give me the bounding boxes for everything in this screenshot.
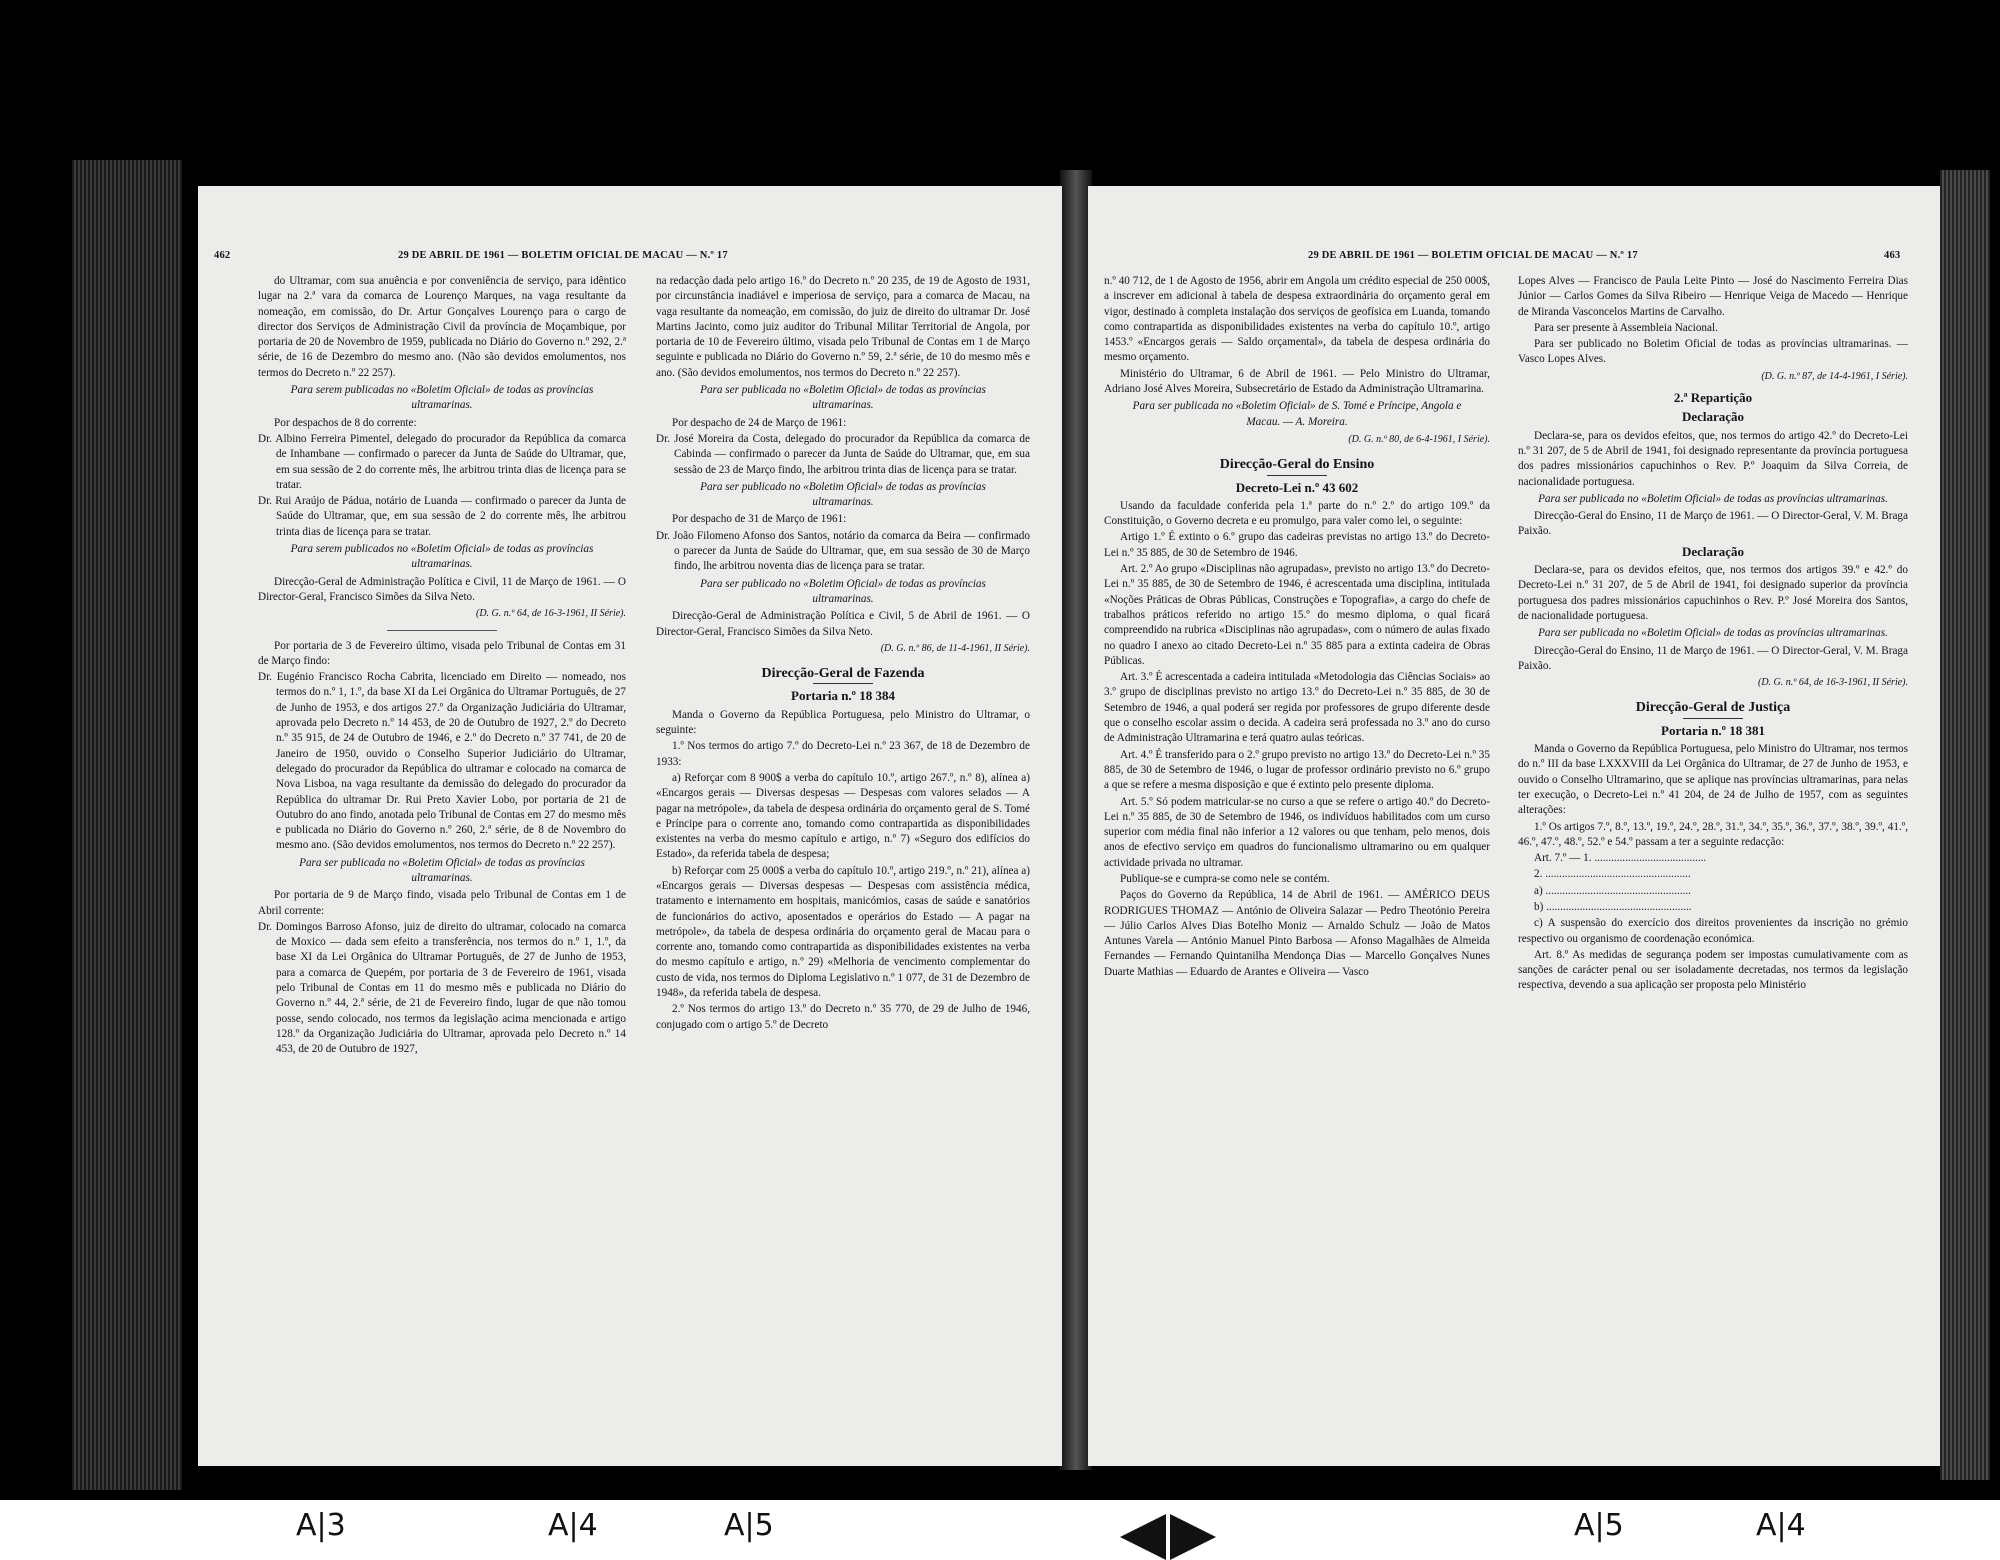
paragraph: na redacção dada pelo artigo 16.º do Decreto n.º 20 235, de 19 de Agosto de 1931, por circunstância inadiável e imperiosa de serviço, para a comarca de Macau, na vaga resultante da nomeação, em comissão, do juiz de direito do ultramar Dr. José Martins Jacinto, como juiz auditor do Tribunal Militar Territorial de Angola, por portaria de 10 de Fevereiro último, visada pelo Tribunal de Contas em 1 de Março seguinte e publicada no Diário do Governo n.º 59, 2.ª série, de 10 do mesmo mês e ano. (São devidos emolumentos, nos termos do Decreto n.º 22 257).	[656, 275, 1030, 379]
right-page	[1088, 186, 1940, 1466]
frame-marker: A|4	[1756, 1508, 1806, 1543]
paragraph: Declara-se, para os devidos efeitos, que, nos termos dos artigos 39.º e 42.º do Decreto-Lei n.º 31 207, de 5 de Abril de 1941, foi designado superior da província portuguesa dos padres missionários capuchinhos o Rev. P.º José Moreira dos Santos, de nacionalidade portuguesa.	[1518, 564, 1908, 622]
publication-note: Para ser publicada no «Boletim Oficial» de todas as províncias ultramarinas.	[1538, 492, 1888, 505]
paragraph: Direcção-Geral do Ensino, 11 de Março de 1961. — O Director-Geral, V. M. Braga Paixão.	[1518, 644, 1908, 672]
reference-note: (D. G. n.º 86, de 11-4-1961, II Série).	[880, 642, 1030, 654]
running-head-left: 29 DE ABRIL DE 1961 — BOLETIM OFICIAL DE MACAU — N.º 17	[398, 250, 728, 261]
subheading: Declaração	[1681, 543, 1745, 559]
heading-rule	[1683, 718, 1743, 719]
paragraph: Art. 3.º É acrescentada a cadeira intitulada «Metodologia das Ciências Sociais» ao 3.º grupo de disciplinas previsto no artigo 13.º do Decreto-Lei n.º 35 885, de 30 de Setembro de 1946, a qual poderá ser regida por professores de grupo diferente desde que o conselho escolar assim o decida. A cadeira será professada no 3.º ano do curso de Administração Ultramarina e terá quatro aulas teóricas.	[1104, 671, 1490, 745]
subheading: Declaração	[1681, 409, 1745, 425]
paragraph: Art. 2.º Ao grupo «Disciplinas não agrupadas», previsto no artigo 13.º do Decreto-Lei n.º 35 885, de 30 de Setembro de 1946, é acrescentada uma disciplina, intitulada «Noções Práticas de Obras Públicas, Construções e Topografia», a cargo do chefe de trabalhos práticos referido no artigo 15.º do mesmo diploma, o qual ficará compreendido na rubrica «Disciplinas não agrupadas», com o número de aulas fixado no quadro I anexo ao citado Decreto-Lei n.º 35 885 para a extinta cadeira de Obras Públicas.	[1104, 563, 1490, 667]
entry-paragraph: Dr. João Filomeno Afonso dos Santos, notário da comarca da Beira — confirmado o parecer da Junta de Saúde do Ultramar, que, em sua sessão de 30 de Março findo, lhe arbitrou noventa dias de licença para se tratar.	[656, 529, 1030, 573]
paragraph: Por portaria de 9 de Março findo, visada pelo Tribunal de Contas em 1 de Abril corrente:	[258, 889, 626, 917]
paragraph: a) ....................................................	[1534, 884, 1691, 897]
frame-marker: A|3	[296, 1508, 346, 1543]
paragraph: Por despachos de 8 do corrente:	[274, 416, 417, 429]
paragraph: Para ser publicado no Boletim Oficial de todas as províncias ultramarinas. — Vasco Lopes Alves.	[1518, 338, 1908, 366]
frame-marker: A|4	[548, 1508, 598, 1543]
publication-note: Para ser publicado no «Boletim Oficial» de todas as províncias ultramarinas.	[700, 480, 986, 509]
publication-note: Para ser publicada no «Boletim Oficial» de todas as províncias ultramarinas.	[299, 856, 585, 884]
left-page	[198, 186, 1062, 1466]
paragraph: Direcção-Geral de Administração Política e Civil, 11 de Março de 1961. — O Director-Geral, Francisco Simões da Silva Neto.	[258, 575, 626, 603]
paragraph: Para ser presente à Assembleia Nacional.	[1534, 321, 1718, 334]
section-heading: Direcção-Geral do Ensino	[1219, 457, 1375, 473]
subheading: Portaria n.º 18 381	[1661, 722, 1765, 738]
section-heading: Direcção-Geral de Justiça	[1635, 700, 1791, 716]
subheading: Decreto-Lei n.º 43 602	[1235, 479, 1359, 495]
paragraph: Art. 4.º É transferido para o 2.º grupo previsto no artigo 13.º do Decreto-Lei n.º 35 885, de 30 de Setembro de 1946, o lugar de professor ordinário previsto no 6.º grupo a que se refere a mesma disposição e que é extinto pelo presente diploma.	[1104, 748, 1490, 792]
paragraph: Art. 5.º Só podem matricular-se no curso a que se refere o artigo 40.º do Decreto-Lei n.º 35 885, de 30 de Setembro de 1946, os indivíduos habilitados com um curso superior com média final não inferior a 12 valores ou que tenham, pelo menos, dois anos de efectivo serviço em quadros do funcionalismo ultramarino ou em qualquer actividade privada no ultramar.	[1104, 795, 1490, 869]
publication-note: Para serem publicadas no «Boletim Oficial» de todas as províncias ultramarinas.	[290, 384, 594, 412]
subheading: 2.ª Repartição	[1673, 390, 1753, 406]
left-column-1	[258, 274, 626, 1059]
publication-note: Para ser publicado no «Boletim Oficial» de todas as províncias ultramarinas.	[700, 577, 986, 605]
paragraph: c) A suspensão do exercício dos direitos provenientes da inscrição no grémio respectivo ou organismo de coordenação económica.	[1518, 917, 1908, 945]
entry-paragraph: Dr. Albino Ferreira Pimentel, delegado do procurador da República da comarca de Inhambane — confirmado o parecer da Junta de Saúde do Ultramar, que, em sua sessão de 2 do corrente mês, lhe arbitrou trinta dias de licença para se tratar.	[258, 432, 626, 491]
right-column-2	[1518, 274, 1908, 995]
entry-paragraph: Dr. Domingos Barroso Afonso, juiz de direito do ultramar, colocado na comarca de Moxico — dada sem efeito a transferência, nos termos do n.º 1, 1.º, da base XI da Lei Orgânica do Ultramar Português, de 27 de Junho de 1953, para a comarca de Quepém, por portaria de 3 de Fevereiro de 1961, visada pelo Tribunal de Contas em 11 do mesmo mês e publicada no Diário do Governo n.º 44, 2.ª série, de 21 de Fevereiro findo, lugar de que não tomou posse, sendo colocado, nos termos da legislação acima mencionada e artigo 128.º da Organização Judiciária do Ultramar, aprovada pelo Decreto n.º 14 453, de 20 de Outubro de 1927,	[258, 920, 626, 1056]
entry-paragraph: Dr. Eugénio Francisco Rocha Cabrita, licenciado em Direito — nomeado, nos termos do n.º 1, 1.º, da base XI da Lei Orgânica do Ultramar Português, de 27 de Junho de 1953, e dos artigos 27.º da Organização Judiciária do Ultramar, aprovada pelo Decreto n.º 14 453, de 20 de Outubro de 1927, 2.º do Decreto n.º 35 915, de 24 de Outubro de 1946, e 2.º do Decreto n.º 37 741, de 20 de Janeiro de 1950, ouvido o Conselho Superior Judiciário do Ultramar, delegado do procurador da República do ultramar e colocado na comarca de Nova Lisboa, na vaga resultante da demissão do delegado do procurador da República do ultramar Dr. Rui Preto Xavier Lobo, por portaria de 21 de Outubro do ano findo, anotada pelo Tribunal de Contas em 27 do mesmo mês e publicada no Diário do Governo n.º 260, 2.ª série, de 8 de Novembro do mesmo ano. (São devidos emolumentos, nos termos do Decreto n.º 22 257).	[258, 671, 626, 852]
arrow-right-icon	[1170, 1514, 1216, 1560]
publication-note: Para ser publicada no «Boletim Oficial» de S. Tomé e Príncipe, Angola e Macau. — A. Moreira.	[1132, 400, 1462, 428]
frame-marker: A|5	[724, 1508, 774, 1543]
reference-note: (D. G. n.º 64, de 16-3-1961, II Série).	[475, 608, 626, 620]
paragraph: a) Reforçar com 8 900$ a verba do capítulo 10.º, artigo 267.º, n.º 8), alínea a) «Encargos gerais — Diversas despesas — Despesas com valores selados — A pagar na metrópole», da tabela de despesa ordinária do orçamento geral de S. Tomé e Príncipe para o corrente ano, tomando como contrapartida as disponibilidades existentes na verba do mesmo capítulo e artigo, n.º 7) «Seguro dos edifícios do Estado», da referida tabela de despesa;	[656, 771, 1030, 861]
paragraph: Manda o Governo da República Portuguesa, pelo Ministro do Ultramar, o seguinte:	[656, 708, 1030, 737]
left-column-2	[656, 274, 1030, 1034]
heading-rule	[813, 683, 873, 684]
paragraph: Paços do Governo da República, 14 de Abril de 1961. — AMÉRICO DEUS RODRIGUES THOMAZ — António de Oliveira Salazar — Pedro Theotónio Pereira — Júlio Carlos Alves Dias Botelho Moniz — Arnaldo Schulz — João de Matos Antunes Varela — António Manuel Pinto Barbosa — Afonso Magalhães de Almeida Fernandes — Fernando Quintanilha Mendonça Dias — Marcello Gonçalves Nunes Duarte Mathias — Eduardo de Arantes e Oliveira — Vasco	[1104, 889, 1490, 978]
book-edge-right	[1940, 170, 1990, 1480]
paragraph: 1.º Nos termos do artigo 7.º do Decreto-Lei n.º 23 367, de 18 de Dezembro de 1933:	[656, 740, 1030, 768]
paragraph: Usando da faculdade conferida pela 1.ª parte do n.º 2.º do artigo 109.º da Constituição, o Governo decreta e eu promulgo, para valer como lei, o seguinte:	[1104, 499, 1490, 528]
subheading: Portaria n.º 18 384	[791, 688, 895, 704]
paragraph: do Ultramar, com sua anuência e por conveniência de serviço, para idêntico lugar na 2.ª vara da comarca de Lourenço Marques, na vaga resultante da nomeação, em comissão, do Dr. Artur Gonçalves Lourenço para o cargo de director dos Serviços de Administração Civil da província de Moçambique, por portaria de 20 de Novembro de 1959, publicada no Diário do Governo n.º 292, 2.ª série, de 16 de Dezembro do mesmo ano. (Não são devidos emolumentos, nos termos do Decreto n.º 22 257).	[258, 275, 626, 379]
paragraph: 1.º Os artigos 7.º, 8.º, 13.º, 19.º, 24.º, 28.º, 31.º, 34.º, 35.º, 36.º, 37.º, 38.º, 39.º, 41.º, 46.º, 47.º, 48.º, 52.º e 54.º passam a ter a seguinte redacção:	[1518, 820, 1908, 848]
paragraph: Lopes Alves — Francisco de Paula Leite Pinto — José do Nascimento Ferreira Dias Júnior — Carlos Gomes da Silva Ribeiro — Henrique Veiga de Macedo — Henrique de Miranda Vasconcelos Martins de Carvalho.	[1518, 275, 1908, 318]
publication-note: Para ser publicada no «Boletim Oficial» de todas as províncias ultramarinas.	[1538, 627, 1888, 640]
section-heading: Direcção-Geral de Fazenda	[761, 666, 925, 682]
paragraph: Artigo 1.º É extinto o 6.º grupo das cadeiras previstas no artigo 13.º do Decreto-Lei n.º 35 885, de 30 de Setembro de 1946.	[1104, 531, 1490, 559]
paragraph: n.º 40 712, de 1 de Agosto de 1956, abrir em Angola um crédito especial de 250 000$, a inscrever em adicional à tabela de despesa extraordinária do orçamento geral em vigor, destinado à completa instalação dos serviços de geofísica em Luanda, tomando como contrapartida as disponibilidades existentes na verba do capítulo 10.º, artigo 1453.º «Encargos gerais — Saldo orçamental», da tabela de despesa ordinária do mesmo orçamento.	[1104, 275, 1490, 364]
reference-note: (D. G. n.º 87, de 14-4-1961, I Série).	[1761, 370, 1908, 382]
paragraph: b) ....................................................	[1534, 900, 1692, 913]
paragraph: 2. ....................................................	[1534, 868, 1691, 881]
page-number-left: 462	[214, 250, 231, 261]
running-head-right: 29 DE ABRIL DE 1961 — BOLETIM OFICIAL DE MACAU — N.º 17	[1308, 250, 1638, 261]
paragraph: Art. 8.º As medidas de segurança podem ser impostas cumulativamente com as sanções de carácter penal ou ser isoladamente decretadas, nos termos da legislação respectiva, devendo a sua aplicação ser proposta pelo Ministério	[1518, 948, 1908, 992]
paragraph: b) Reforçar com 25 000$ a verba do capítulo 10.º, artigo 219.º, n.º 21), alínea a) «Encargos gerais — Diversas despesas — Despesas com assistência médica, tratamento e internamento em hospitais, manicómios, casas de saúde e sanatórios de funcionários do activo, aposentados e operários do Estado — A pagar na metrópole», da tabela de despesa ordinária do orçamento geral de Macau para o corrente ano, tomando como contrapartida as disponibilidades existentes na verba do mesmo capítulo e artigo, n.º 29) «Melhoria de vencimento complementar do custo de vida, nos termos do Diploma Legislativo n.º 1 077, de 31 de Dezembro de 1948», da referida tabela de despesa.	[656, 864, 1030, 1000]
entry-paragraph: Dr. Rui Araújo de Pádua, notário de Luanda — confirmado o parecer da Junta de Saúde do Ultramar, que, em sua sessão de 2 do corrente mês, lhe arbitrou trinta dias de licença para se tratar.	[258, 495, 626, 538]
paragraph: Declara-se, para os devidos efeitos, que, nos termos do artigo 42.º do Decreto-Lei n.º 31 207, de 5 de Abril de 1941, foi designado representante da província portuguesa dos padres missionários capuchinhos o Rev. P.º Joaquim da Silva Correia, de nacionalidade portuguesa.	[1518, 429, 1908, 488]
reference-note: (D. G. n.º 80, de 6-4-1961, I Série).	[1348, 433, 1490, 445]
separator	[387, 630, 497, 631]
paragraph: Publique-se e cumpra-se como nele se contém.	[1120, 872, 1330, 885]
reference-note: (D. G. n.º 64, de 16-3-1961, II Série).	[1757, 677, 1908, 689]
frame-marker: A|5	[1574, 1508, 1624, 1543]
paragraph: Por portaria de 3 de Fevereiro último, visada pelo Tribunal de Contas em 31 de Março findo:	[258, 639, 626, 667]
heading-rule	[1267, 475, 1327, 476]
entry-paragraph: Dr. José Moreira da Costa, delegado do procurador da República da comarca de Cabinda — confirmado o parecer da Junta de Saúde do Ultramar, que, em sua sessão de 23 de Março findo, lhe arbitrou trinta dias de licença para se tratar.	[656, 432, 1030, 476]
right-column-1	[1104, 274, 1490, 981]
page-number-right: 463	[1884, 250, 1901, 261]
paragraph: Por despacho de 24 de Março de 1961:	[672, 416, 847, 429]
paragraph: Por despacho de 31 de Março de 1961:	[672, 513, 847, 526]
paragraph: Ministério do Ultramar, 6 de Abril de 1961. — Pelo Ministro do Ultramar, Adriano José Alves Moreira, Subsecretário de Estado da Administração Ultramarina.	[1104, 367, 1490, 396]
paragraph: Art. 7.º — 1. ........................................	[1534, 852, 1707, 865]
publication-note: Para ser publicada no «Boletim Oficial» de todas as províncias ultramarinas.	[700, 384, 986, 412]
paragraph: Manda o Governo da República Portuguesa, pelo Ministro do Ultramar, nos termos do n.º III da base LXXXVIII da Lei Orgânica do Ultramar, de 27 de Junho de 1953, e ouvido o Conselho Ultramarino, que se aplique nas províncias ultramarinas, para nelas ter execução, o Decreto-Lei n.º 41 204, de 24 de Julho de 1957, com as seguintes alterações:	[1518, 743, 1908, 817]
book-edge-left	[72, 160, 182, 1490]
paragraph: Direcção-Geral do Ensino, 11 de Março de 1961. — O Director-Geral, V. M. Braga Paixão.	[1518, 510, 1908, 538]
paragraph: Direcção-Geral de Administração Política e Civil, 5 de Abril de 1961. — O Director-Geral, Francisco Simões da Silva Neto.	[656, 610, 1030, 638]
paragraph: 2.º Nos termos do artigo 13.º do Decreto n.º 35 770, de 29 de Julho de 1946, conjugado com o artigo 5.º de Decreto	[656, 1003, 1030, 1031]
arrow-left-icon	[1120, 1514, 1166, 1560]
publication-note: Para serem publicados no «Boletim Oficial» de todas as províncias ultramarinas.	[290, 543, 594, 571]
